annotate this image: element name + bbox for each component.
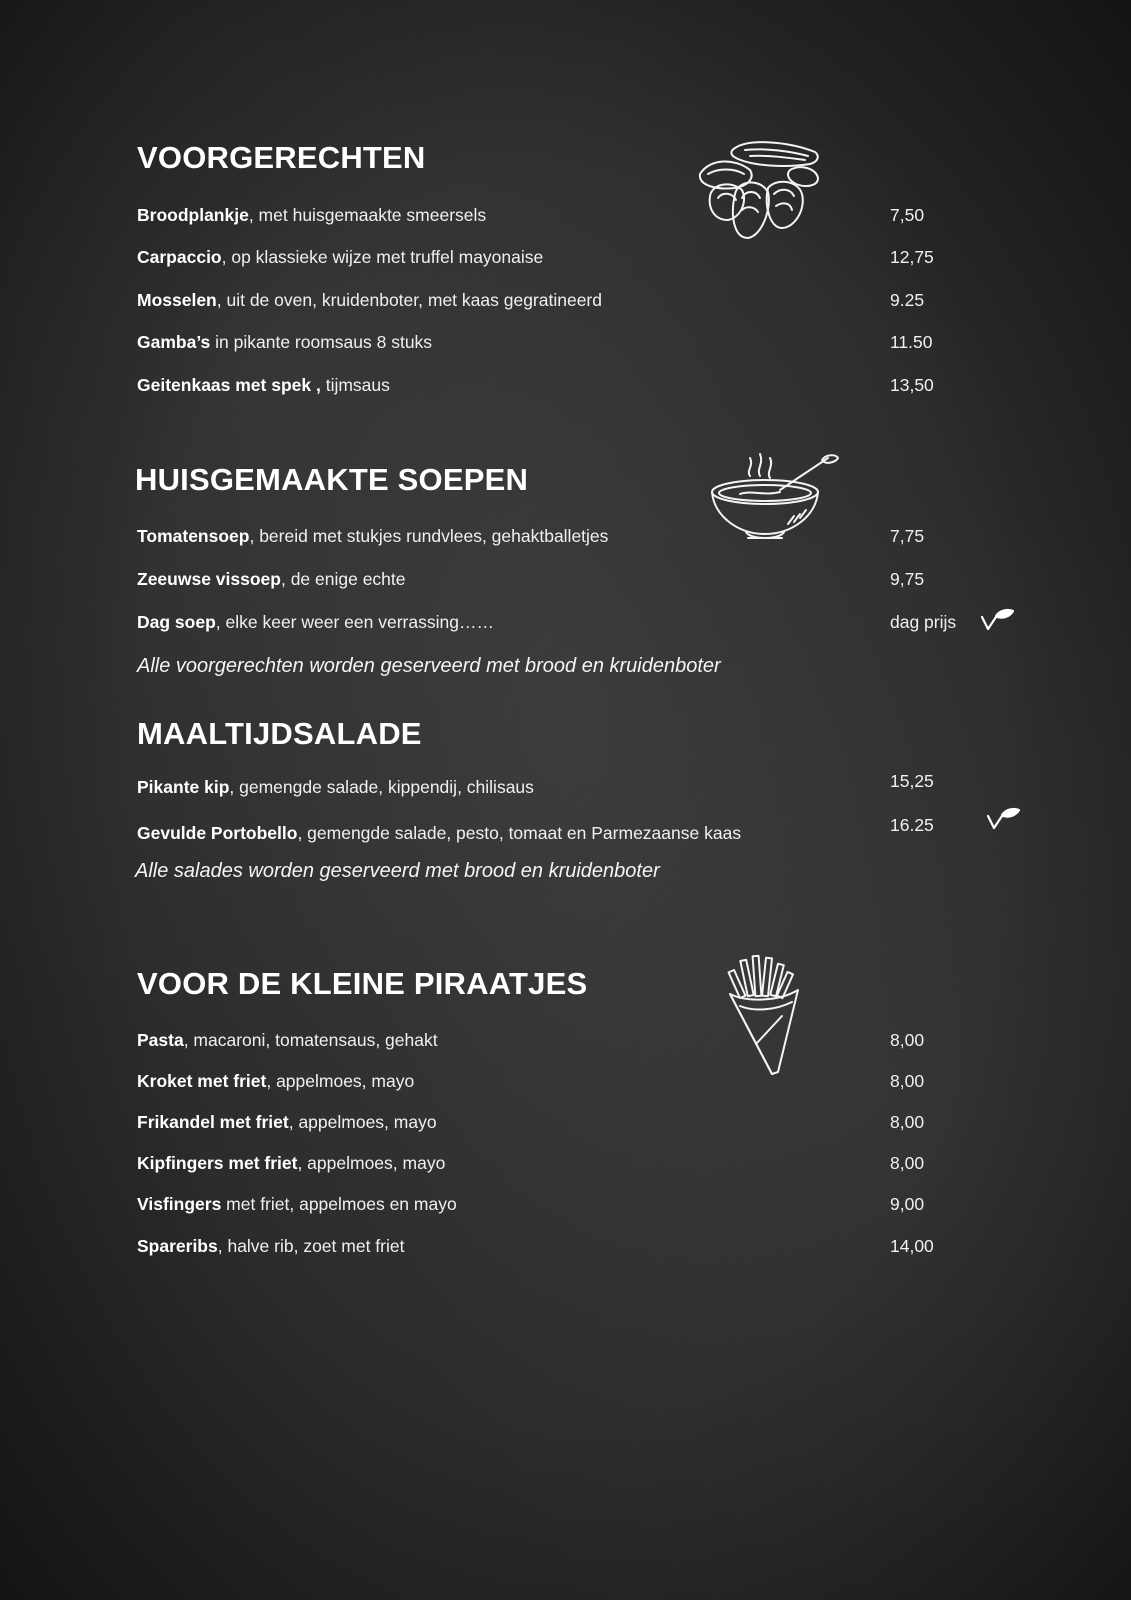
- menu-item-name: Tomatensoep: [137, 526, 250, 546]
- menu-item: [137, 771, 1037, 799]
- menu-item-description: , appelmoes, mayo: [288, 1112, 437, 1132]
- menu-item: [137, 203, 1037, 227]
- menu-item-price: 12,75: [890, 247, 934, 267]
- menu-item-price: 16.25: [890, 815, 934, 835]
- vegetarian-leaf-icon: [980, 608, 1014, 632]
- fries-cone-icon: [726, 954, 806, 1078]
- menu-item-description: , gemengde salade, pesto, tomaat en Parmezaanse kaas: [297, 823, 742, 843]
- soup-bowl-icon: [710, 452, 845, 544]
- menu-item-description: , elke keer weer een verrassing……: [215, 612, 494, 632]
- menu-item-name: Frikandel met friet: [137, 1112, 289, 1132]
- menu-item-description: , de enige echte: [280, 569, 406, 589]
- menu-item-description: met friet, appelmoes en mayo: [221, 1194, 457, 1214]
- menu-item-name: Visfingers: [137, 1194, 222, 1214]
- menu-item: [137, 330, 1037, 354]
- menu-item: [137, 567, 1037, 591]
- mussels-icon: [690, 136, 830, 246]
- menu-item-price: 8,00: [890, 1112, 925, 1132]
- menu-item: [137, 1151, 1037, 1175]
- menu-item: [137, 610, 1037, 634]
- menu-item-price: 7,50: [890, 205, 925, 225]
- section-note: Alle salades worden geserveerd met brood en kruidenboter: [135, 860, 660, 882]
- section-title-kinderen: VOOR DE KLEINE PIRAATJES: [137, 966, 588, 1001]
- menu-item-description: , gemengde salade, kippendij, chilisaus: [229, 777, 534, 797]
- menu-item-name: Mosselen: [137, 290, 217, 310]
- menu-item-description: , op klassieke wijze met truffel mayonaise: [221, 247, 544, 267]
- menu-item-name: Geitenkaas met spek ,: [137, 375, 321, 395]
- menu-item-name: Gamba’s: [137, 332, 211, 352]
- menu-item-name: Kipfingers met friet: [137, 1153, 298, 1173]
- section-title-salade: MAALTIJDSALADE: [137, 716, 422, 751]
- menu-item-name: Carpaccio: [137, 247, 222, 267]
- menu-item-price: 11.50: [890, 332, 933, 352]
- menu-item-price: 8,00: [890, 1153, 925, 1173]
- menu-item-name: Spareribs: [137, 1236, 218, 1256]
- menu-item-price: 8,00: [890, 1071, 925, 1091]
- menu-item-price: 9,00: [890, 1194, 925, 1214]
- menu-item-description: , halve rib, zoet met friet: [217, 1236, 405, 1256]
- menu-item-name: Kroket met friet: [137, 1071, 267, 1091]
- menu-item-price: 9,75: [890, 569, 925, 589]
- section-title-voorgerechten: VOORGERECHTEN: [137, 140, 426, 175]
- menu-item-name: Gevulde Portobello: [137, 823, 298, 843]
- menu-item-name: Pasta: [137, 1030, 184, 1050]
- menu-item-name: Zeeuwse vissoep: [137, 569, 281, 589]
- menu-item-description: , appelmoes, mayo: [297, 1153, 446, 1173]
- menu-item: [137, 524, 1037, 548]
- menu-item-price: 15,25: [890, 771, 934, 791]
- menu-item-price: 14,00: [890, 1236, 934, 1256]
- menu-item: [137, 245, 1037, 269]
- menu-item-description: , uit de oven, kruidenboter, met kaas gegratineerd: [216, 290, 602, 310]
- menu-item: [137, 1110, 1037, 1134]
- menu-item-name: Dag soep: [137, 612, 216, 632]
- menu-item: [137, 1028, 1037, 1052]
- menu-item: [137, 1192, 1037, 1216]
- menu-item-price: 7,75: [890, 526, 925, 546]
- menu-item: [137, 1234, 1037, 1258]
- menu-item-price: 8,00: [890, 1030, 925, 1050]
- menu-item-description: , met huisgemaakte smeersels: [248, 205, 487, 225]
- menu-item-description: , appelmoes, mayo: [266, 1071, 415, 1091]
- section-title-soepen: HUISGEMAAKTE SOEPEN: [135, 462, 529, 497]
- menu-item: [137, 288, 1037, 312]
- menu-item-price: 9.25: [890, 290, 925, 310]
- menu-item: [137, 373, 1037, 397]
- menu-item-description: , bereid met stukjes rundvlees, gehaktballetjes: [249, 526, 609, 546]
- menu-item-price: dag prijs: [890, 612, 957, 632]
- menu-item-name: Pikante kip: [137, 777, 230, 797]
- vegetarian-leaf-icon: [986, 807, 1020, 831]
- menu-item: [137, 1069, 1037, 1093]
- menu-item-price: 13,50: [890, 375, 934, 395]
- menu-item-description: , macaroni, tomatensaus, gehakt: [183, 1030, 438, 1050]
- menu-item: [137, 815, 1037, 845]
- menu-item-description: in pikante roomsaus 8 stuks: [210, 332, 433, 352]
- section-note: Alle voorgerechten worden geserveerd met brood en kruidenboter: [137, 655, 721, 677]
- menu-item-description: tijmsaus: [320, 375, 390, 395]
- menu-item-name: Broodplankje: [137, 205, 249, 225]
